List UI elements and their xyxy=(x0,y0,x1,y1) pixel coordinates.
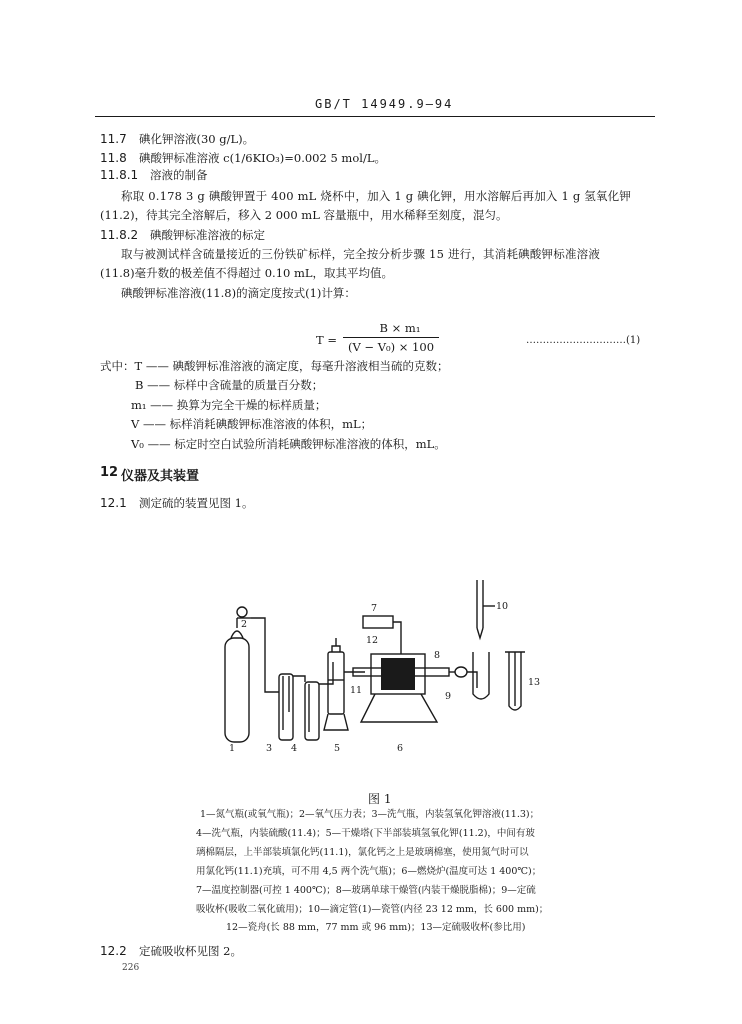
section-number: 12 xyxy=(100,465,119,480)
gas-cylinder xyxy=(225,618,251,742)
paragraph-line: (11.8)毫升数的极差值不得超过 0.10 mL，取其平均值。 xyxy=(100,266,394,280)
figure-label: 1 xyxy=(229,743,236,754)
figure-label: 10 xyxy=(496,601,509,612)
paragraph-line: 碘酸钾标准溶液(11.8)的滴定度按式(1)计算： xyxy=(121,286,356,300)
section-text: 测定硫的装置见图 1。 xyxy=(139,496,254,510)
figure-legend-line: 4—洗气瓶，内装硫酸(11.4)；5—干燥塔(下半部装填氢氧化钾(11.2)，中间有玻 xyxy=(196,828,535,839)
figure-legend-line: 7—温度控制器(可控 1 400℃)；8—玻璃单球干燥管(内装干燥脱脂棉)；9—定硫 xyxy=(196,885,536,896)
temperature-controller xyxy=(363,616,393,628)
formula-lhs: T = xyxy=(316,333,337,347)
figure-label: 13 xyxy=(528,677,541,688)
burette xyxy=(477,580,495,638)
drying-tower xyxy=(324,638,348,730)
figure-legend-line: 吸收杯(吸收二氧化硫用)；10—滴定管(1)—瓷管(内径 23 12 mm，长 600 mm)； xyxy=(196,904,549,915)
section-number: 11.8 xyxy=(100,151,127,165)
formula-variable: V₀ —— 标定时空白试验所消耗碘酸钾标准溶液的体积，mL。 xyxy=(131,437,446,451)
wash-bottle-h2so4 xyxy=(305,682,319,740)
figure-label: 5 xyxy=(334,743,341,754)
section-number: 11.8.1 xyxy=(100,168,139,182)
formula-variable: B —— 标样中含硫量的质量百分数； xyxy=(135,378,324,392)
header-rule xyxy=(95,116,655,117)
pressure-gauge xyxy=(237,607,247,617)
figure-label: 7 xyxy=(371,603,378,614)
section-title: 溶液的制备 xyxy=(150,168,208,182)
figure-legend-line: 用氯化钙(11.1)充填，可不用 4,5 两个洗气瓶)；6—燃烧炉(温度可达 1 400℃)； xyxy=(196,866,542,877)
figure-label: 4 xyxy=(291,743,298,754)
formula-numerator: B × m₁ xyxy=(379,321,421,335)
page-number: 226 xyxy=(122,963,140,973)
formula-variable: m₁ —— 换算为完全干燥的标样质量； xyxy=(131,398,327,412)
standard-header: GB/T 14949.9—94 xyxy=(315,97,454,111)
formula-denominator: (V − V₀) × 100 xyxy=(347,340,435,354)
paragraph-line: (11.2)，待其完全溶解后，移入 2 000 mL 容量瓶中，用水稀释至刻度，混匀。 xyxy=(100,208,508,222)
absorption-cup xyxy=(473,652,489,699)
equation-number: …………………………(1) xyxy=(526,335,641,346)
section-text: 碘化钾溶液(30 g/L)。 xyxy=(139,132,255,146)
section-number: 11.7 xyxy=(100,132,127,146)
figure-label: 8 xyxy=(434,650,441,661)
formula-variable: V —— 标样消耗碘酸钾标准溶液的体积，mL； xyxy=(131,417,373,431)
figure-label: 2 xyxy=(241,619,248,630)
figure-label: 9 xyxy=(445,691,452,702)
fraction-bar xyxy=(343,337,439,338)
formula-where-intro: 式中：T —— 碘酸钾标准溶液的滴定度，每毫升溶液相当硫的克数； xyxy=(100,359,449,373)
figure-label: 6 xyxy=(397,743,404,754)
section-title: 碘酸钾标准溶液的标定 xyxy=(150,228,265,242)
section-text: 碘酸钾标准溶液 c(1/6KIO₃)=0.002 5 mol/L。 xyxy=(139,151,386,165)
paragraph-line: 取与被测试样含硫量接近的三份铁矿标样，完全按分析步骤 15 进行，其消耗碘酸钾标准溶液 xyxy=(121,247,601,261)
figure-caption: 图 1 xyxy=(368,792,392,806)
section-number: 12.1 xyxy=(100,496,127,510)
section-number: 12.2 xyxy=(100,944,127,958)
figure-legend-line: 12—瓷舟(长 88 mm，77 mm 或 96 mm)；13—定硫吸收杯(参比用) xyxy=(226,922,526,933)
figure-legend-line: 1—氮气瓶(或氧气瓶)；2—氧气压力表；3—洗气瓶，内装氢氧化钾溶液(11.3)； xyxy=(200,809,540,820)
drying-bulb-tube xyxy=(455,667,467,677)
section-heading: 仪器及其装置 xyxy=(121,469,200,484)
figure-label: 3 xyxy=(266,743,273,754)
figure-label: 12 xyxy=(366,635,379,646)
figure-label: 11 xyxy=(350,685,363,696)
section-number: 11.8.2 xyxy=(100,228,139,242)
figure-legend-line: 璃棉隔层，上半部装填氯化钙(11.1)，氯化钙之上是玻璃棉塞，使用氮气时可以 xyxy=(196,847,529,858)
paragraph-line: 称取 0.178 3 g 碘酸钾置于 400 mL 烧杯中，加入 1 g 碘化钾，用水溶解后再加入 1 g 氢氧化钾 xyxy=(121,189,632,203)
wash-bottle-koh xyxy=(279,674,293,740)
reference-absorption-cup xyxy=(505,652,525,710)
section-text: 定硫吸收杯见图 2。 xyxy=(139,944,242,958)
